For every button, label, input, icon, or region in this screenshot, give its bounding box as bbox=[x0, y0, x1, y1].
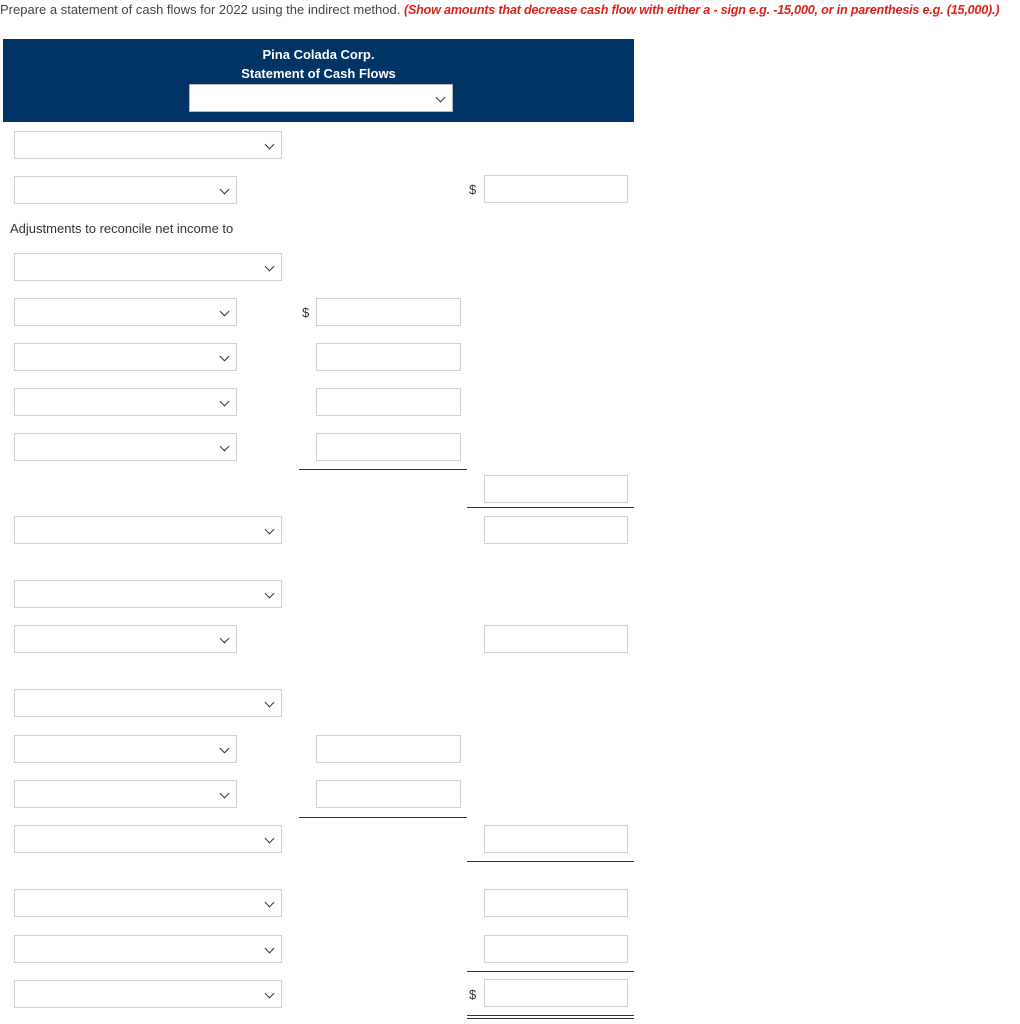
instruction-emphasis: (Show amounts that decrease cash flow with either a - sign e.g. -15,000, or in parenthesis e.g. (15,000).) bbox=[403, 3, 1000, 17]
line-item-select-4[interactable] bbox=[14, 298, 237, 326]
amount-input-investing[interactable] bbox=[484, 625, 628, 653]
line-item-select-15[interactable] bbox=[14, 889, 282, 917]
chevron-down-icon bbox=[265, 589, 275, 599]
instruction-main: Prepare a statement of cash flows for 2022 using the indirect method. bbox=[0, 2, 404, 17]
amount-input-adj-4[interactable] bbox=[316, 433, 461, 461]
instruction-text bbox=[0, 2, 999, 17]
chevron-down-icon bbox=[265, 698, 275, 708]
amount-input-net-income[interactable] bbox=[484, 175, 628, 203]
line-item-select-6[interactable] bbox=[14, 388, 237, 416]
chevron-down-icon bbox=[265, 898, 275, 908]
chevron-down-icon bbox=[265, 140, 275, 150]
chevron-down-icon bbox=[220, 397, 230, 407]
line-item-select-17[interactable] bbox=[14, 980, 282, 1008]
chevron-down-icon bbox=[220, 185, 230, 195]
subtotal-rule bbox=[299, 469, 467, 470]
statement-title: Statement of Cash Flows bbox=[241, 66, 396, 81]
subtotal-rule bbox=[467, 861, 634, 862]
line-item-select-14[interactable] bbox=[14, 825, 282, 853]
amount-input-net-change[interactable] bbox=[484, 889, 628, 917]
amount-input-fin-2[interactable] bbox=[316, 780, 461, 808]
amount-input-subtotal-1[interactable] bbox=[484, 475, 628, 503]
amount-input-operating-total[interactable] bbox=[484, 516, 628, 544]
line-item-select-12[interactable] bbox=[14, 735, 237, 763]
chevron-down-icon bbox=[265, 834, 275, 844]
amount-input-adj-3[interactable] bbox=[316, 388, 461, 416]
period-select[interactable] bbox=[189, 84, 453, 112]
chevron-down-icon bbox=[220, 744, 230, 754]
statement-header bbox=[3, 39, 634, 122]
line-item-select-10[interactable] bbox=[14, 625, 237, 653]
amount-input-fin-1[interactable] bbox=[316, 735, 461, 763]
line-item-select-2[interactable] bbox=[14, 176, 237, 204]
amount-input-adj-2[interactable] bbox=[316, 343, 461, 371]
chevron-down-icon bbox=[220, 789, 230, 799]
line-item-select-8[interactable] bbox=[14, 516, 282, 544]
chevron-down-icon bbox=[265, 989, 275, 999]
line-item-select-3[interactable] bbox=[14, 253, 282, 281]
chevron-down-icon bbox=[220, 442, 230, 452]
dollar-sign: $ bbox=[302, 305, 310, 320]
amount-input-beginning-cash[interactable] bbox=[484, 935, 628, 963]
line-item-select-5[interactable] bbox=[14, 343, 237, 371]
line-item-select-9[interactable] bbox=[14, 580, 282, 608]
line-item-select-16[interactable] bbox=[14, 935, 282, 963]
amount-input-ending-cash[interactable] bbox=[484, 979, 628, 1007]
line-item-select-13[interactable] bbox=[14, 780, 237, 808]
chevron-down-icon bbox=[436, 93, 446, 103]
company-name: Pina Colada Corp. bbox=[262, 47, 375, 62]
chevron-down-icon bbox=[265, 262, 275, 272]
adjustments-label: Adjustments to reconcile net income to bbox=[10, 221, 234, 236]
line-item-select-11[interactable] bbox=[14, 689, 282, 717]
total-double-rule bbox=[467, 1015, 634, 1019]
subtotal-rule bbox=[467, 971, 634, 972]
dollar-sign: $ bbox=[469, 182, 477, 197]
chevron-down-icon bbox=[265, 525, 275, 535]
chevron-down-icon bbox=[220, 634, 230, 644]
chevron-down-icon bbox=[220, 352, 230, 362]
subtotal-rule bbox=[299, 817, 467, 818]
chevron-down-icon bbox=[220, 307, 230, 317]
subtotal-rule bbox=[467, 507, 634, 508]
dollar-sign: $ bbox=[469, 987, 477, 1002]
chevron-down-icon bbox=[265, 944, 275, 954]
line-item-select-1[interactable] bbox=[14, 131, 282, 159]
line-item-select-7[interactable] bbox=[14, 433, 237, 461]
amount-input-adj-1[interactable] bbox=[316, 298, 461, 326]
amount-input-financing-total[interactable] bbox=[484, 825, 628, 853]
